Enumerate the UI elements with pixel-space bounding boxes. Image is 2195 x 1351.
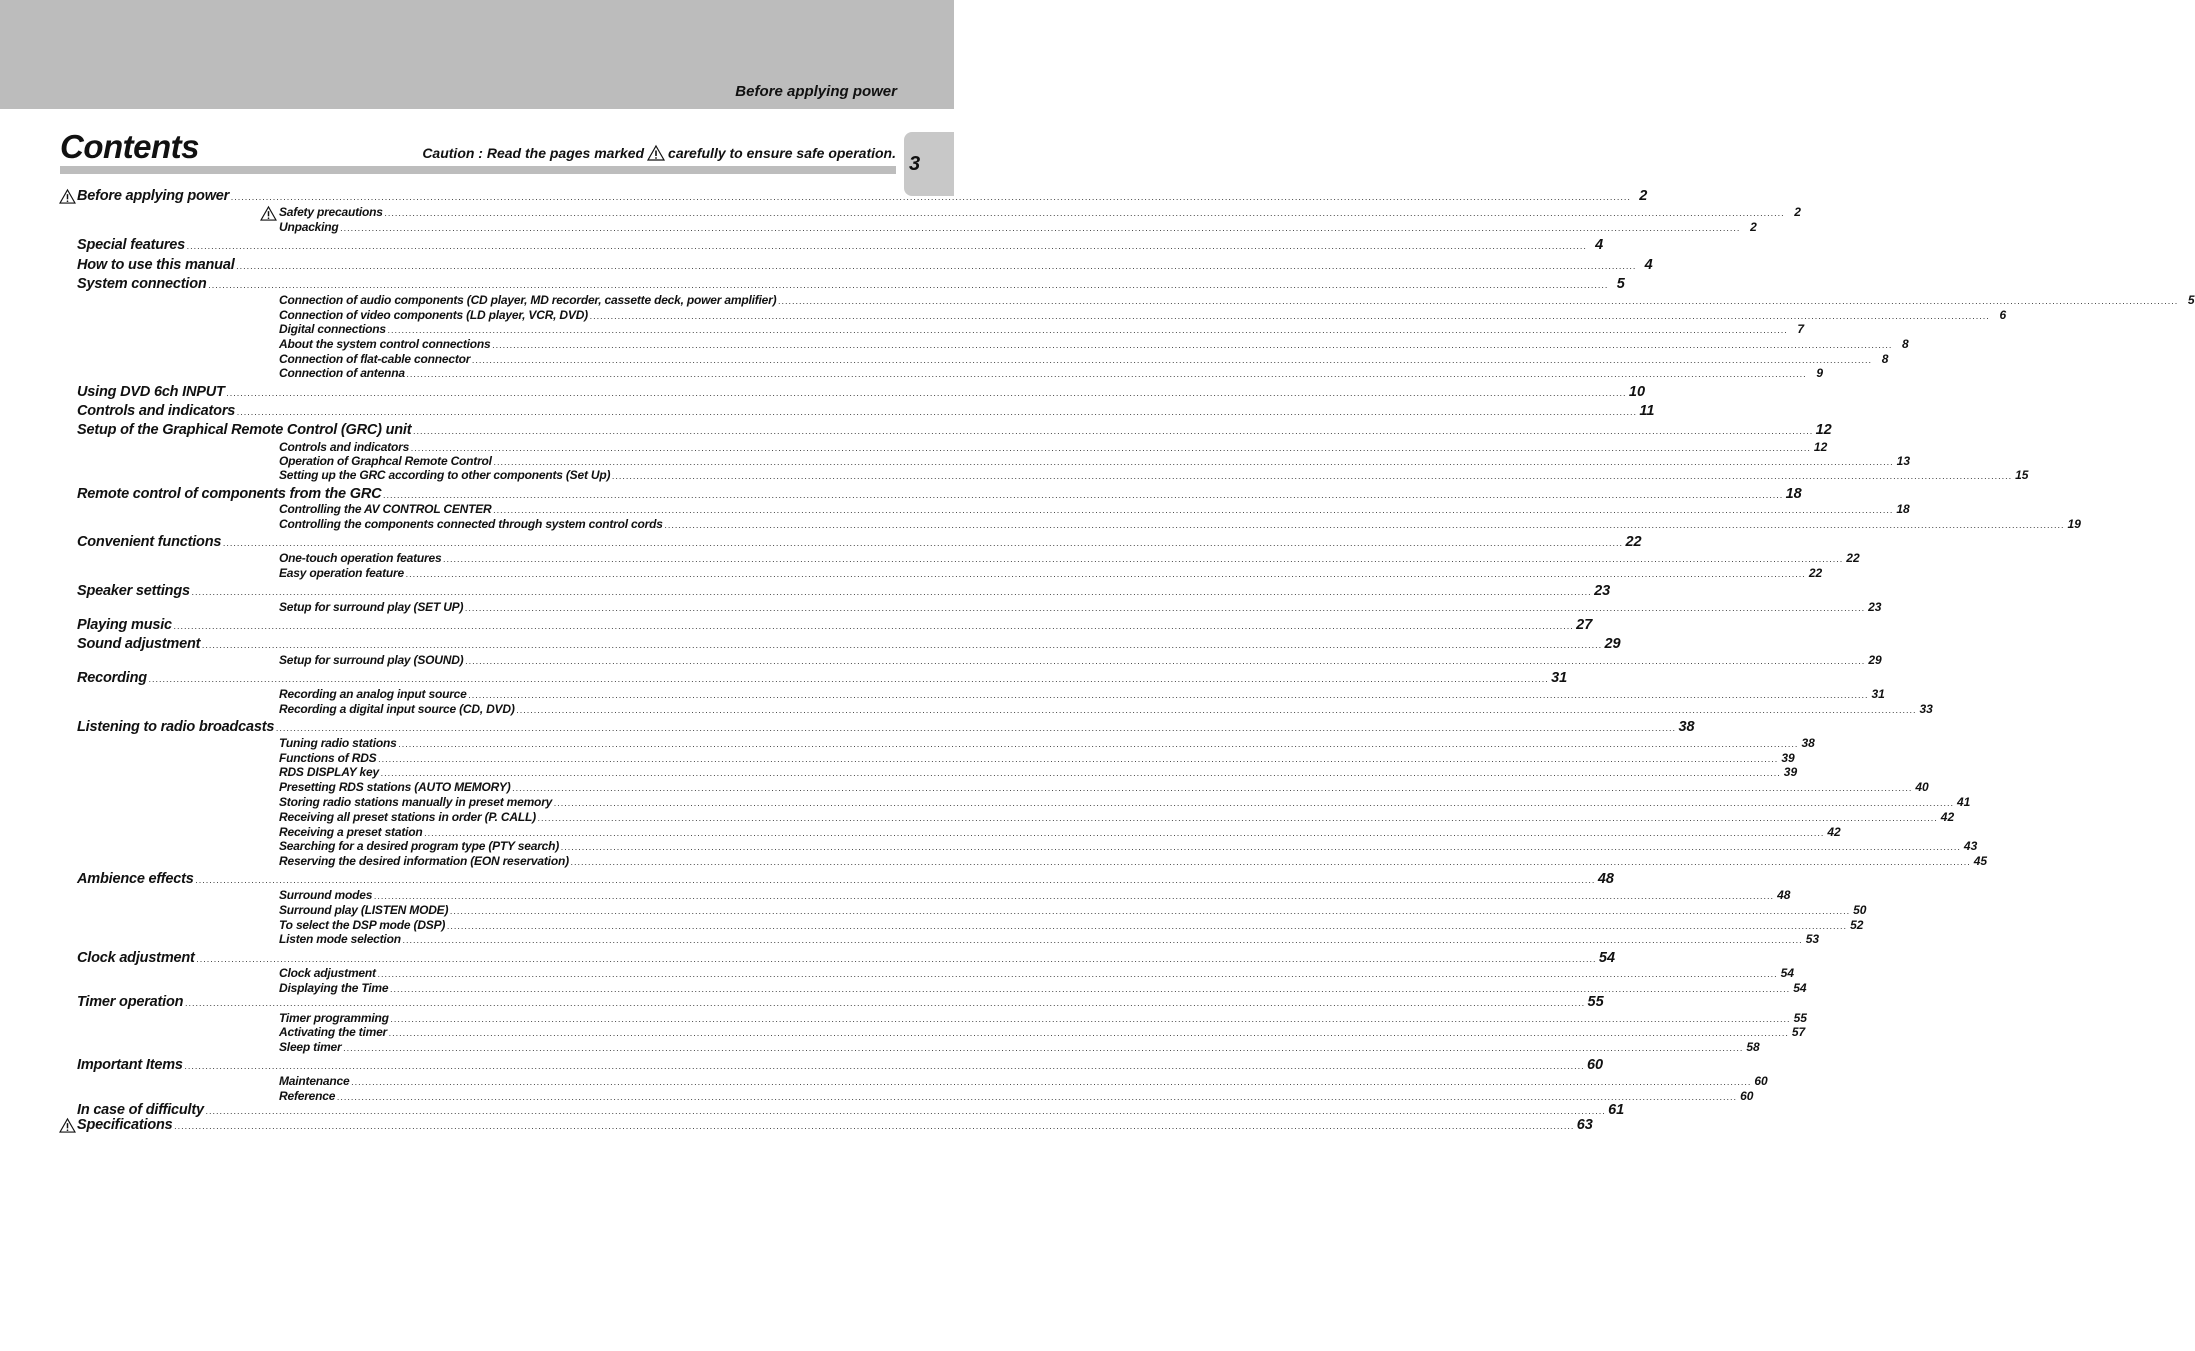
toc-entry-page: 31	[1871, 687, 1885, 701]
toc-entry-page: 60	[1740, 1089, 1754, 1103]
toc-entry-label: Playing music	[77, 617, 172, 633]
dot-leader: ................................................................................................................................................................................................................................................................................................................................................................................................................	[492, 340, 1893, 350]
dot-leader: ................................................................................................................................................................................................................................................................................................................................................................................................................	[184, 1061, 1585, 1071]
dot-leader: ................................................................................................................................................................................................................................................................................................................................................................................................................	[406, 369, 1807, 379]
toc-subentry	[279, 468, 2029, 483]
toc-subentry	[279, 903, 1867, 918]
toc-entry-label: Listen mode selection	[279, 932, 401, 946]
dot-leader: ................................................................................................................................................................................................................................................................................................................................................................................................................	[237, 407, 1638, 417]
dot-leader: ................................................................................................................................................................................................................................................................................................................................................................................................................	[589, 311, 1991, 321]
toc-subentry	[279, 454, 1911, 469]
dot-leader: ................................................................................................................................................................................................................................................................................................................................................................................................................	[378, 754, 1779, 764]
toc-entry-label: Connection of video components (LD player, VCR, DVD)	[279, 308, 588, 322]
toc-entry-page: 55	[1587, 994, 1604, 1010]
dot-leader: ................................................................................................................................................................................................................................................................................................................................................................................................................	[191, 587, 1593, 597]
toc-entry-label: Clock adjustment	[77, 950, 195, 966]
toc-entry-page: 40	[1915, 780, 1929, 794]
toc-entry-label: RDS DISPLAY key	[279, 765, 379, 779]
warning-triangle-icon	[59, 1118, 76, 1133]
dot-leader: ................................................................................................................................................................................................................................................................................................................................................................................................................	[450, 906, 1851, 916]
toc-entry-label: Controlling the AV CONTROL CENTER	[279, 502, 492, 516]
dot-leader: ................................................................................................................................................................................................................................................................................................................................................................................................................	[173, 621, 1575, 631]
toc-entry-label: About the system control connections	[279, 337, 491, 351]
toc-subentry	[279, 795, 1971, 810]
dot-leader: ................................................................................................................................................................................................................................................................................................................................................................................................................	[537, 813, 1939, 823]
warning-triangle-icon	[59, 189, 76, 204]
dot-leader: ................................................................................................................................................................................................................................................................................................................................................................................................................	[390, 984, 1791, 994]
toc-entry-page: 29	[1604, 636, 1621, 652]
toc-entry-label: Operation of Graphcal Remote Control	[279, 454, 492, 468]
toc-entry-label: Reserving the desired information (EON reservation)	[279, 854, 569, 868]
dot-leader: ................................................................................................................................................................................................................................................................................................................................................................................................................	[187, 241, 1588, 251]
toc-entry-label: Controls and indicators	[77, 403, 236, 419]
toc-entry-label: Receiving a preset station	[279, 825, 423, 839]
dot-leader: ................................................................................................................................................................................................................................................................................................................................................................................................................	[612, 471, 2013, 481]
toc-entry	[77, 617, 1593, 636]
toc-entry	[77, 422, 1832, 441]
toc-entry-label: Special features	[77, 237, 186, 253]
toc-entry-page: 55	[1793, 1011, 1807, 1025]
toc-subentry	[279, 566, 1823, 581]
toc-entry-label: Storing radio stations manually in preset memory	[279, 795, 553, 809]
toc-entry-label: System connection	[77, 276, 207, 292]
toc-entry-label: Setup of the Graphical Remote Control (GRC) unit	[77, 422, 412, 438]
dot-leader: ................................................................................................................................................................................................................................................................................................................................................................................................................	[374, 891, 1775, 901]
toc-entry-page: 2	[1750, 220, 1757, 234]
dot-leader: ................................................................................................................................................................................................................................................................................................................................................................................................................	[561, 842, 1962, 852]
toc-entry-label: In case of difficulty	[77, 1102, 204, 1118]
toc-entry-label: Controls and indicators	[279, 440, 410, 454]
toc-entry-label: Sound adjustment	[77, 636, 201, 652]
dot-leader: ................................................................................................................................................................................................................................................................................................................................................................................................................	[413, 426, 1814, 436]
toc-subentry	[279, 854, 1988, 869]
toc-entry-label: Displaying the Time	[279, 981, 389, 995]
dot-leader: ................................................................................................................................................................................................................................................................................................................................................................................................................	[465, 656, 1866, 666]
toc-subentry	[279, 918, 1864, 933]
toc-entry-label: Surround play (LISTEN MODE)	[279, 903, 449, 917]
page-title: Contents	[60, 128, 199, 165]
toc-subentry	[279, 653, 1882, 668]
toc-entry-label: Connection of antenna	[279, 366, 405, 380]
toc-subentry	[279, 839, 1978, 854]
dot-leader: ................................................................................................................................................................................................................................................................................................................................................................................................................	[443, 554, 1844, 564]
toc-entry-page: 4	[1644, 257, 1653, 273]
toc-entry-page: 27	[1576, 617, 1593, 633]
toc-subentry	[279, 600, 1882, 615]
toc-entry-label: Speaker settings	[77, 583, 190, 599]
dot-leader: ................................................................................................................................................................................................................................................................................................................................................................................................................	[202, 640, 1603, 650]
dot-leader: ................................................................................................................................................................................................................................................................................................................................................................................................................	[472, 355, 1873, 365]
toc-entry-label: Convenient functions	[77, 534, 222, 550]
toc-entry	[77, 257, 1653, 276]
toc-entry-page: 33	[1919, 702, 1933, 716]
toc-entry	[77, 1117, 1593, 1136]
dot-leader: ................................................................................................................................................................................................................................................................................................................................................................................................................	[516, 705, 1917, 715]
dot-leader: ................................................................................................................................................................................................................................................................................................................................................................................................................	[223, 538, 1624, 548]
dot-leader: ................................................................................................................................................................................................................................................................................................................................................................................................................	[664, 520, 2065, 530]
toc-entry-label: Clock adjustment	[279, 966, 376, 980]
toc-subentry	[279, 687, 1885, 702]
toc-subentry	[279, 736, 1815, 751]
toc-subentry	[279, 502, 1910, 517]
toc-subentry	[279, 966, 1795, 981]
dot-leader: ................................................................................................................................................................................................................................................................................................................................................................................................................	[512, 783, 1913, 793]
dot-leader: ................................................................................................................................................................................................................................................................................................................................................................................................................	[377, 969, 1779, 979]
toc-subentry	[279, 551, 1860, 566]
dot-leader: ................................................................................................................................................................................................................................................................................................................................................................................................................	[424, 828, 1825, 838]
toc-entry-label: Listening to radio broadcasts	[77, 719, 275, 735]
toc-entry-page: 2	[1794, 205, 1801, 219]
toc-entry-page: 23	[1594, 583, 1611, 599]
toc-entry-label: Specifications	[77, 1117, 173, 1133]
toc-entry-label: Timer operation	[77, 994, 184, 1010]
toc-entry-label: Timer programming	[279, 1011, 389, 1025]
toc-entry-page: 22	[1808, 566, 1823, 580]
toc-subentry	[279, 293, 2195, 308]
toc-entry-label: Receiving all preset stations in order (P. CALL)	[279, 810, 536, 824]
dot-leader: ................................................................................................................................................................................................................................................................................................................................................................................................................	[384, 208, 1785, 218]
toc-subentry	[279, 888, 1791, 903]
toc-subentry	[279, 702, 1933, 717]
toc-entry-label: Ambience effects	[77, 871, 194, 887]
toc-entry-page: 9	[1816, 366, 1823, 380]
toc-entry-label: Digital connections	[279, 322, 386, 336]
toc-subentry	[279, 308, 2007, 323]
toc-entry-page: 58	[1746, 1040, 1760, 1054]
toc-entry-label: Unpacking	[279, 220, 339, 234]
toc-entry-page: 4	[1595, 237, 1604, 253]
toc-entry-page: 41	[1956, 795, 1971, 809]
dot-leader: ................................................................................................................................................................................................................................................................................................................................................................................................................	[387, 325, 1789, 335]
toc-entry-page: 60	[1586, 1057, 1604, 1073]
dot-leader: ................................................................................................................................................................................................................................................................................................................................................................................................................	[351, 1077, 1752, 1087]
toc-entry-label: Activating the timer	[279, 1025, 388, 1039]
toc-entry-label: Easy operation feature	[279, 566, 404, 580]
toc-entry-label: Recording a digital input source (CD, DVD)	[279, 702, 515, 716]
toc-subentry	[279, 322, 1805, 337]
toc-entry-page: 50	[1853, 903, 1867, 917]
toc-subentry	[279, 780, 1929, 795]
toc-entry-label: Presetting RDS stations (AUTO MEMORY)	[279, 780, 511, 794]
toc-entry-label: Functions of RDS	[279, 751, 377, 765]
toc-entry-page: 54	[1793, 981, 1807, 995]
dot-leader: ................................................................................................................................................................................................................................................................................................................................................................................................................	[343, 1043, 1744, 1053]
toc-subentry	[279, 220, 1757, 235]
toc-entry-label: Setting up the GRC according to other components (Set Up)	[279, 468, 611, 482]
toc-subentry	[279, 205, 1801, 220]
toc-entry-page: 12	[1813, 440, 1828, 454]
toc-subentry	[279, 440, 1828, 455]
toc-entry-label: Recording	[77, 670, 147, 686]
toc-entry-page: 23	[1868, 600, 1882, 614]
toc-entry-label: Tuning radio stations	[279, 736, 397, 750]
toc-entry-label: Surround modes	[279, 888, 373, 902]
dot-leader: ................................................................................................................................................................................................................................................................................................................................................................................................................	[231, 192, 1632, 202]
toc-entry-label: Recording an analog input source	[279, 687, 467, 701]
dot-leader: ................................................................................................................................................................................................................................................................................................................................................................................................................	[185, 998, 1586, 1008]
toc-entry-page: 57	[1791, 1025, 1806, 1039]
toc-entry-page: 54	[1598, 950, 1616, 966]
toc-subentry	[279, 932, 1820, 947]
dot-leader: ................................................................................................................................................................................................................................................................................................................................................................................................................	[380, 768, 1782, 778]
toc-entry-label: Maintenance	[279, 1074, 350, 1088]
toc-entry	[77, 384, 1646, 403]
toc-entry-page: 5	[1616, 276, 1625, 292]
caution-text-after: carefully to ensure safe operation.	[668, 145, 896, 161]
toc-subentry	[279, 1040, 1760, 1055]
dot-leader: ................................................................................................................................................................................................................................................................................................................................................................................................................	[447, 921, 1848, 931]
toc-subentry	[279, 1074, 1768, 1089]
toc-entry-label: Sleep timer	[279, 1040, 342, 1054]
toc-entry-page: 54	[1780, 966, 1795, 980]
toc-entry-page: 19	[2067, 517, 2081, 531]
toc-entry-page: 18	[1896, 502, 1910, 516]
toc-subentry	[279, 1011, 1807, 1026]
toc-entry-page: 42	[1827, 825, 1841, 839]
toc-entry-label: Connection of flat-cable connector	[279, 352, 471, 366]
toc-entry-label: One-touch operation features	[279, 551, 442, 565]
toc-subentry	[279, 765, 1798, 780]
toc-entry-page: 11	[1639, 403, 1655, 419]
dot-leader: ................................................................................................................................................................................................................................................................................................................................................................................................................	[226, 388, 1627, 398]
toc-entry-page: 43	[1963, 839, 1978, 853]
dot-leader: ................................................................................................................................................................................................................................................................................................................................................................................................................	[337, 1092, 1738, 1102]
dot-leader: ................................................................................................................................................................................................................................................................................................................................................................................................................	[411, 443, 1812, 453]
toc-entry-label: Connection of audio components (CD player, MD recorder, cassette deck, power amplifier)	[279, 293, 777, 307]
toc-entry-page: 22	[1846, 551, 1860, 565]
toc-entry-label: How to use this manual	[77, 257, 235, 273]
dot-leader: ................................................................................................................................................................................................................................................................................................................................................................................................................	[554, 798, 1955, 808]
toc-entry-page: 29	[1868, 653, 1882, 667]
dot-leader: ................................................................................................................................................................................................................................................................................................................................................................................................................	[276, 723, 1677, 733]
toc-entry-label: Setup for surround play (SOUND)	[279, 653, 464, 667]
dot-leader: ................................................................................................................................................................................................................................................................................................................................................................................................................	[468, 690, 1869, 700]
toc-entry-page: 6	[1999, 308, 2007, 322]
toc-entry-page: 2	[1639, 188, 1648, 204]
toc-entry-page: 38	[1678, 719, 1695, 735]
dot-leader: ................................................................................................................................................................................................................................................................................................................................................................................................................	[205, 1106, 1607, 1116]
toc-entry-page: 18	[1785, 486, 1802, 502]
toc-subentry	[279, 366, 1823, 381]
dot-leader: ................................................................................................................................................................................................................................................................................................................................................................................................................	[389, 1028, 1790, 1038]
toc-entry-label: Safety precautions	[279, 205, 383, 219]
toc-entry-page: 38	[1801, 736, 1815, 750]
dot-leader: ................................................................................................................................................................................................................................................................................................................................................................................................................	[340, 223, 1741, 233]
toc-entry-page: 15	[2015, 468, 2029, 482]
toc-entry-label: Important Items	[77, 1057, 183, 1073]
toc-entry-page: 52	[1850, 918, 1864, 932]
toc-entry-page: 13	[1896, 454, 1911, 468]
toc-subentry	[279, 1025, 1806, 1040]
toc-entry-label: Using DVD 6ch INPUT	[77, 384, 225, 400]
dot-leader: ................................................................................................................................................................................................................................................................................................................................................................................................................	[195, 875, 1596, 885]
toc-entry-label: Reference	[279, 1089, 336, 1103]
dot-leader: ................................................................................................................................................................................................................................................................................................................................................................................................................	[493, 457, 1895, 467]
dot-leader: ................................................................................................................................................................................................................................................................................................................................................................................................................	[236, 261, 1637, 271]
toc-entry-page: 10	[1628, 384, 1646, 400]
toc-entry-page: 60	[1754, 1074, 1768, 1088]
dot-leader: ................................................................................................................................................................................................................................................................................................................................................................................................................	[174, 1121, 1575, 1131]
toc-entry-label: Setup for surround play (SET UP)	[279, 600, 464, 614]
toc-entry-page: 12	[1815, 422, 1832, 438]
toc-entry-page: 7	[1797, 322, 1805, 336]
toc-entry-page: 22	[1625, 534, 1642, 550]
toc-entry-label: Controlling the components connected through system control cords	[279, 517, 663, 531]
dot-leader: ................................................................................................................................................................................................................................................................................................................................................................................................................	[208, 280, 1609, 290]
running-head: Before applying power	[735, 83, 897, 100]
toc-subentry	[279, 751, 1795, 766]
dot-leader: ................................................................................................................................................................................................................................................................................................................................................................................................................	[493, 505, 1894, 515]
dot-leader: ................................................................................................................................................................................................................................................................................................................................................................................................................	[778, 296, 2179, 306]
toc-entry-label: Before applying power	[77, 188, 230, 204]
dot-leader: ................................................................................................................................................................................................................................................................................................................................................................................................................	[383, 490, 1784, 500]
toc-entry-page: 48	[1777, 888, 1791, 902]
dot-leader: ................................................................................................................................................................................................................................................................................................................................................................................................................	[405, 569, 1807, 579]
dot-leader: ................................................................................................................................................................................................................................................................................................................................................................................................................	[148, 674, 1550, 684]
toc-entry-page: 39	[1783, 765, 1798, 779]
warning-triangle-icon	[260, 206, 277, 221]
toc-entry-page: 63	[1576, 1117, 1593, 1133]
page-number: 3	[909, 153, 921, 175]
toc-entry-page: 8	[1902, 337, 1909, 351]
toc-entry-page: 45	[1973, 854, 1988, 868]
dot-leader: ................................................................................................................................................................................................................................................................................................................................................................................................................	[196, 954, 1597, 964]
toc-entry	[77, 237, 1604, 256]
dot-leader: ................................................................................................................................................................................................................................................................................................................................................................................................................	[390, 1014, 1791, 1024]
dot-leader: ................................................................................................................................................................................................................................................................................................................................................................................................................	[398, 739, 1799, 749]
toc-entry-page: 61	[1608, 1102, 1625, 1118]
dot-leader: ................................................................................................................................................................................................................................................................................................................................................................................................................	[465, 603, 1866, 613]
toc-subentry	[279, 352, 1889, 367]
toc-subentry	[279, 825, 1841, 840]
toc-subentry	[279, 810, 1955, 825]
toc-entry-page: 53	[1805, 932, 1820, 946]
toc-entry-page: 42	[1940, 810, 1955, 824]
toc-entry	[77, 403, 1655, 422]
dot-leader: ................................................................................................................................................................................................................................................................................................................................................................................................................	[570, 857, 1972, 867]
caution-text-before: Caution : Read the pages marked	[422, 145, 645, 161]
toc-entry-label: Remote control of components from the GRC	[77, 486, 382, 502]
toc-entry-page: 48	[1597, 871, 1614, 887]
dot-leader: ................................................................................................................................................................................................................................................................................................................................................................................................................	[402, 935, 1804, 945]
toc-entry-label: Searching for a desired program type (PTY search)	[279, 839, 560, 853]
toc-entry-page: 31	[1551, 670, 1568, 686]
toc-entry-label: To select the DSP mode (DSP)	[279, 918, 446, 932]
toc-entry-page: 5	[2187, 293, 2195, 307]
toc-subentry	[279, 337, 1909, 352]
toc-subentry	[279, 517, 2081, 532]
toc-entry-page: 39	[1781, 751, 1795, 765]
toc-entry-page: 8	[1881, 352, 1889, 366]
